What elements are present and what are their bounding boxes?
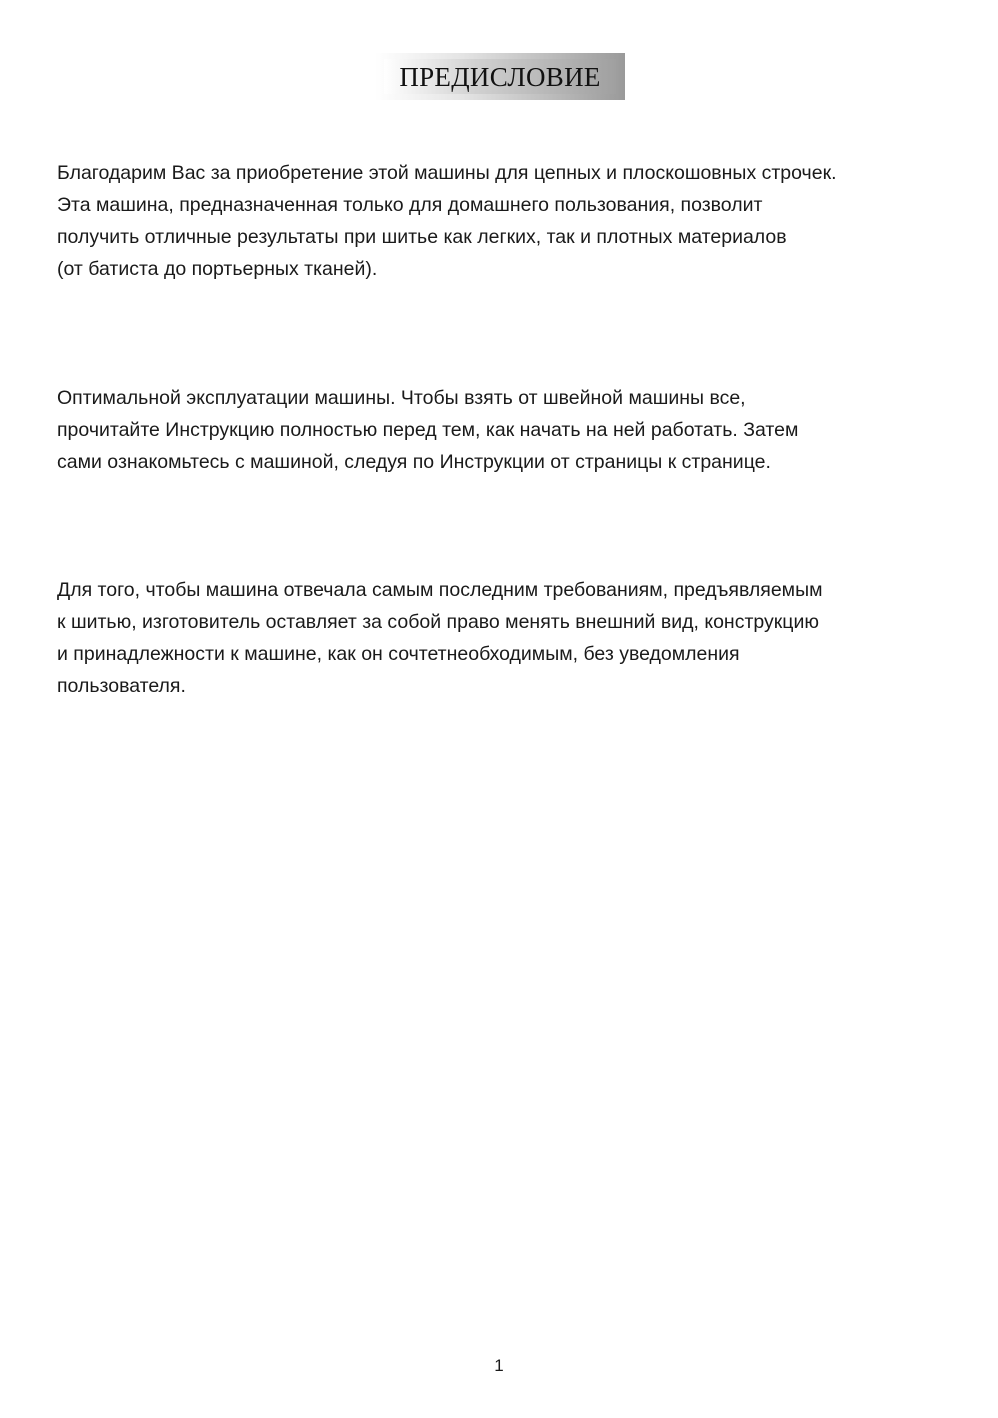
paragraph-line: пользователя. — [57, 675, 186, 697]
paragraph-line: Благодарим Вас за приобретение этой машины для цепных и плоскошовных строчек. — [57, 162, 837, 184]
page-title: ПРЕДИСЛОВИЕ — [399, 62, 601, 92]
paragraph-disclaimer — [57, 574, 957, 702]
paragraph-line: получить отличные результаты при шитье как легких, так и плотных материалов — [57, 226, 787, 248]
paragraph-line: Для того, чтобы машина отвечала самым последним требованиям, предъявляемым — [57, 579, 823, 601]
paragraph-line: Эта машина, предназначенная только для домашнего пользования, позволит — [57, 194, 763, 216]
paragraph-line: сами ознакомьтесь с машиной, следуя по Инструкции от страницы к странице. — [57, 451, 771, 473]
paragraph-line: (от батиста до портьерных тканей). — [57, 258, 378, 280]
paragraph-operation — [57, 382, 957, 478]
paragraph-intro — [57, 157, 957, 285]
paragraph-line: прочитайте Инструкцию полностью перед тем, как начать на ней работать. Затем — [57, 419, 799, 441]
paragraph-line: Оптимальной эксплуатации машины. Чтобы взять от швейной машины все, — [57, 387, 746, 409]
paragraph-line: и принадлежности к машине, как он сочтетнеобходимым, без уведомления — [57, 643, 740, 665]
page-title-box — [375, 53, 625, 100]
page-number: 1 — [494, 1356, 504, 1375]
paragraph-line: к шитью, изготовитель оставляет за собой право менять внешний вид, конструкцию — [57, 611, 819, 633]
